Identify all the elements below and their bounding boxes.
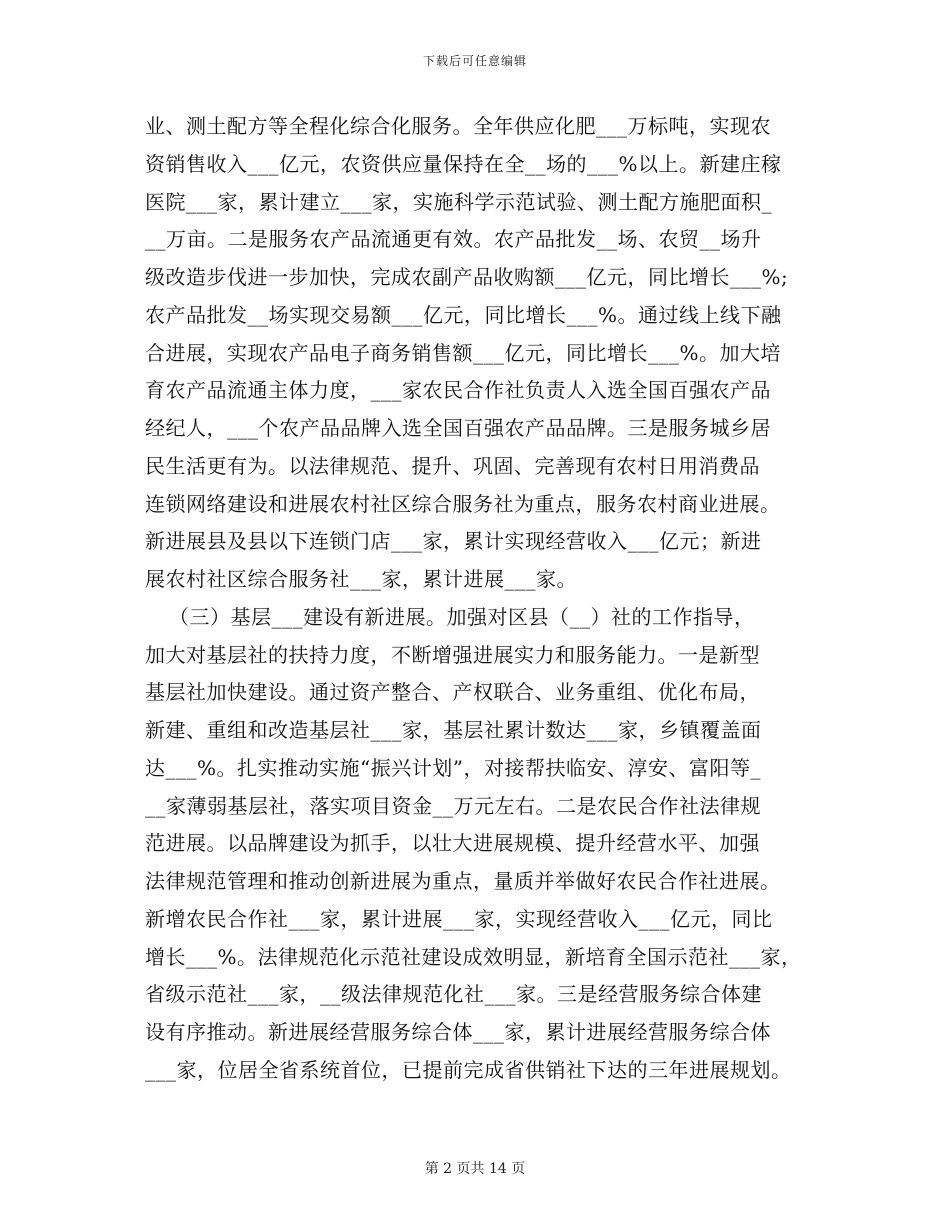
- text-line: 新进展县及县以下连锁门店___家，累计实现经营收入___亿元；新进: [145, 529, 762, 554]
- text-line: 展农村社区综合服务社___家，累计进展___家。: [145, 567, 577, 591]
- text-line: ___家，位居全省系统首位，已提前完成省供销社下达的三年进展规划。: [145, 1057, 792, 1082]
- text-line: 省级示范社___家，__级法律规范化社___家。三是经营服务综合体建: [145, 982, 762, 1007]
- text-line: 级改造步伐进一步加快，完成农副产品收购额___亿元，同比增长___%;: [145, 265, 789, 289]
- text-line: 医院___家，累计建立___家，实施科学示范试验、测土配方施肥面积_: [145, 189, 772, 214]
- section-heading-line: （三）基层___建设有新进展。加强对区县（__）社的工作指导，: [169, 604, 755, 629]
- text-line: 增长___%。法律规范化示范社建设成效明显，新培育全国示范社___家，: [145, 944, 802, 969]
- text-line: 设有序推动。新进展经营服务综合体___家，累计进展经营服务综合体: [145, 1020, 771, 1044]
- text-line: 新增农民合作社___家，累计进展___家，实现经营收入___亿元，同比: [145, 906, 773, 931]
- text-line: 资销售收入___亿元，农资供应量保持在全__场的___%以上。新建庄稼: [145, 151, 782, 176]
- text-line: 加大对基层社的扶持力度，不断增强进展实力和服务能力。一是新型: [145, 642, 760, 667]
- text-line: 合进展，实现农产品电子商务销售额___亿元，同比增长___%。加大培: [145, 340, 782, 365]
- body-text: [145, 108, 835, 1090]
- text-line: 连锁网络建设和进展农村社区综合服务社为重点，服务农村商业进展。: [145, 491, 781, 516]
- text-line: 经纪人，___个农产品品牌入选全国百强农产品品牌。三是服务城乡居: [145, 416, 771, 440]
- text-line: 育农产品流通主体力度，___家农民合作社负责人入选全国百强农产品: [145, 378, 771, 403]
- text-line: 新建、重组和改造基层社___家，基层社累计数达___家，乡镇覆盖面: [145, 718, 762, 742]
- text-line: __万亩。二是服务农产品流通更有效。农产品批发__场、农贸__场升: [145, 227, 762, 252]
- page-header-note: 下载后可任意编辑: [422, 54, 527, 68]
- text-line: 法律规范管理和推动创新进展为重点，量质并举做好农民合作社进展。: [145, 869, 781, 893]
- text-line: 基层社加快建设。通过资产整合、产权联合、业务重组、优化布局，: [145, 680, 760, 705]
- text-line: 农产品批发__场实现交易额___亿元，同比增长___%。通过线上线下融: [145, 302, 782, 327]
- text-line: __家薄弱基层社，落实项目资金__万元左右。二是农民合作社法律规: [145, 793, 761, 818]
- text-line: 民生活更有为。以法律规范、提升、巩固、完善现有农村日用消费品: [145, 453, 760, 478]
- text-line: 业、测土配方等全程化综合化服务。全年供应化肥___万标吨，实现农: [145, 114, 771, 138]
- text-line: 范进展。以品牌建设为抓手，以壮大进展规模、提升经营水平、加强: [145, 831, 760, 856]
- text-line: 达___%。扎实推动实施“振兴计划”，对接帮扶临安、淳安、富阳等_: [145, 755, 761, 780]
- page-number: 第 2 页共 14 页: [424, 1161, 526, 1177]
